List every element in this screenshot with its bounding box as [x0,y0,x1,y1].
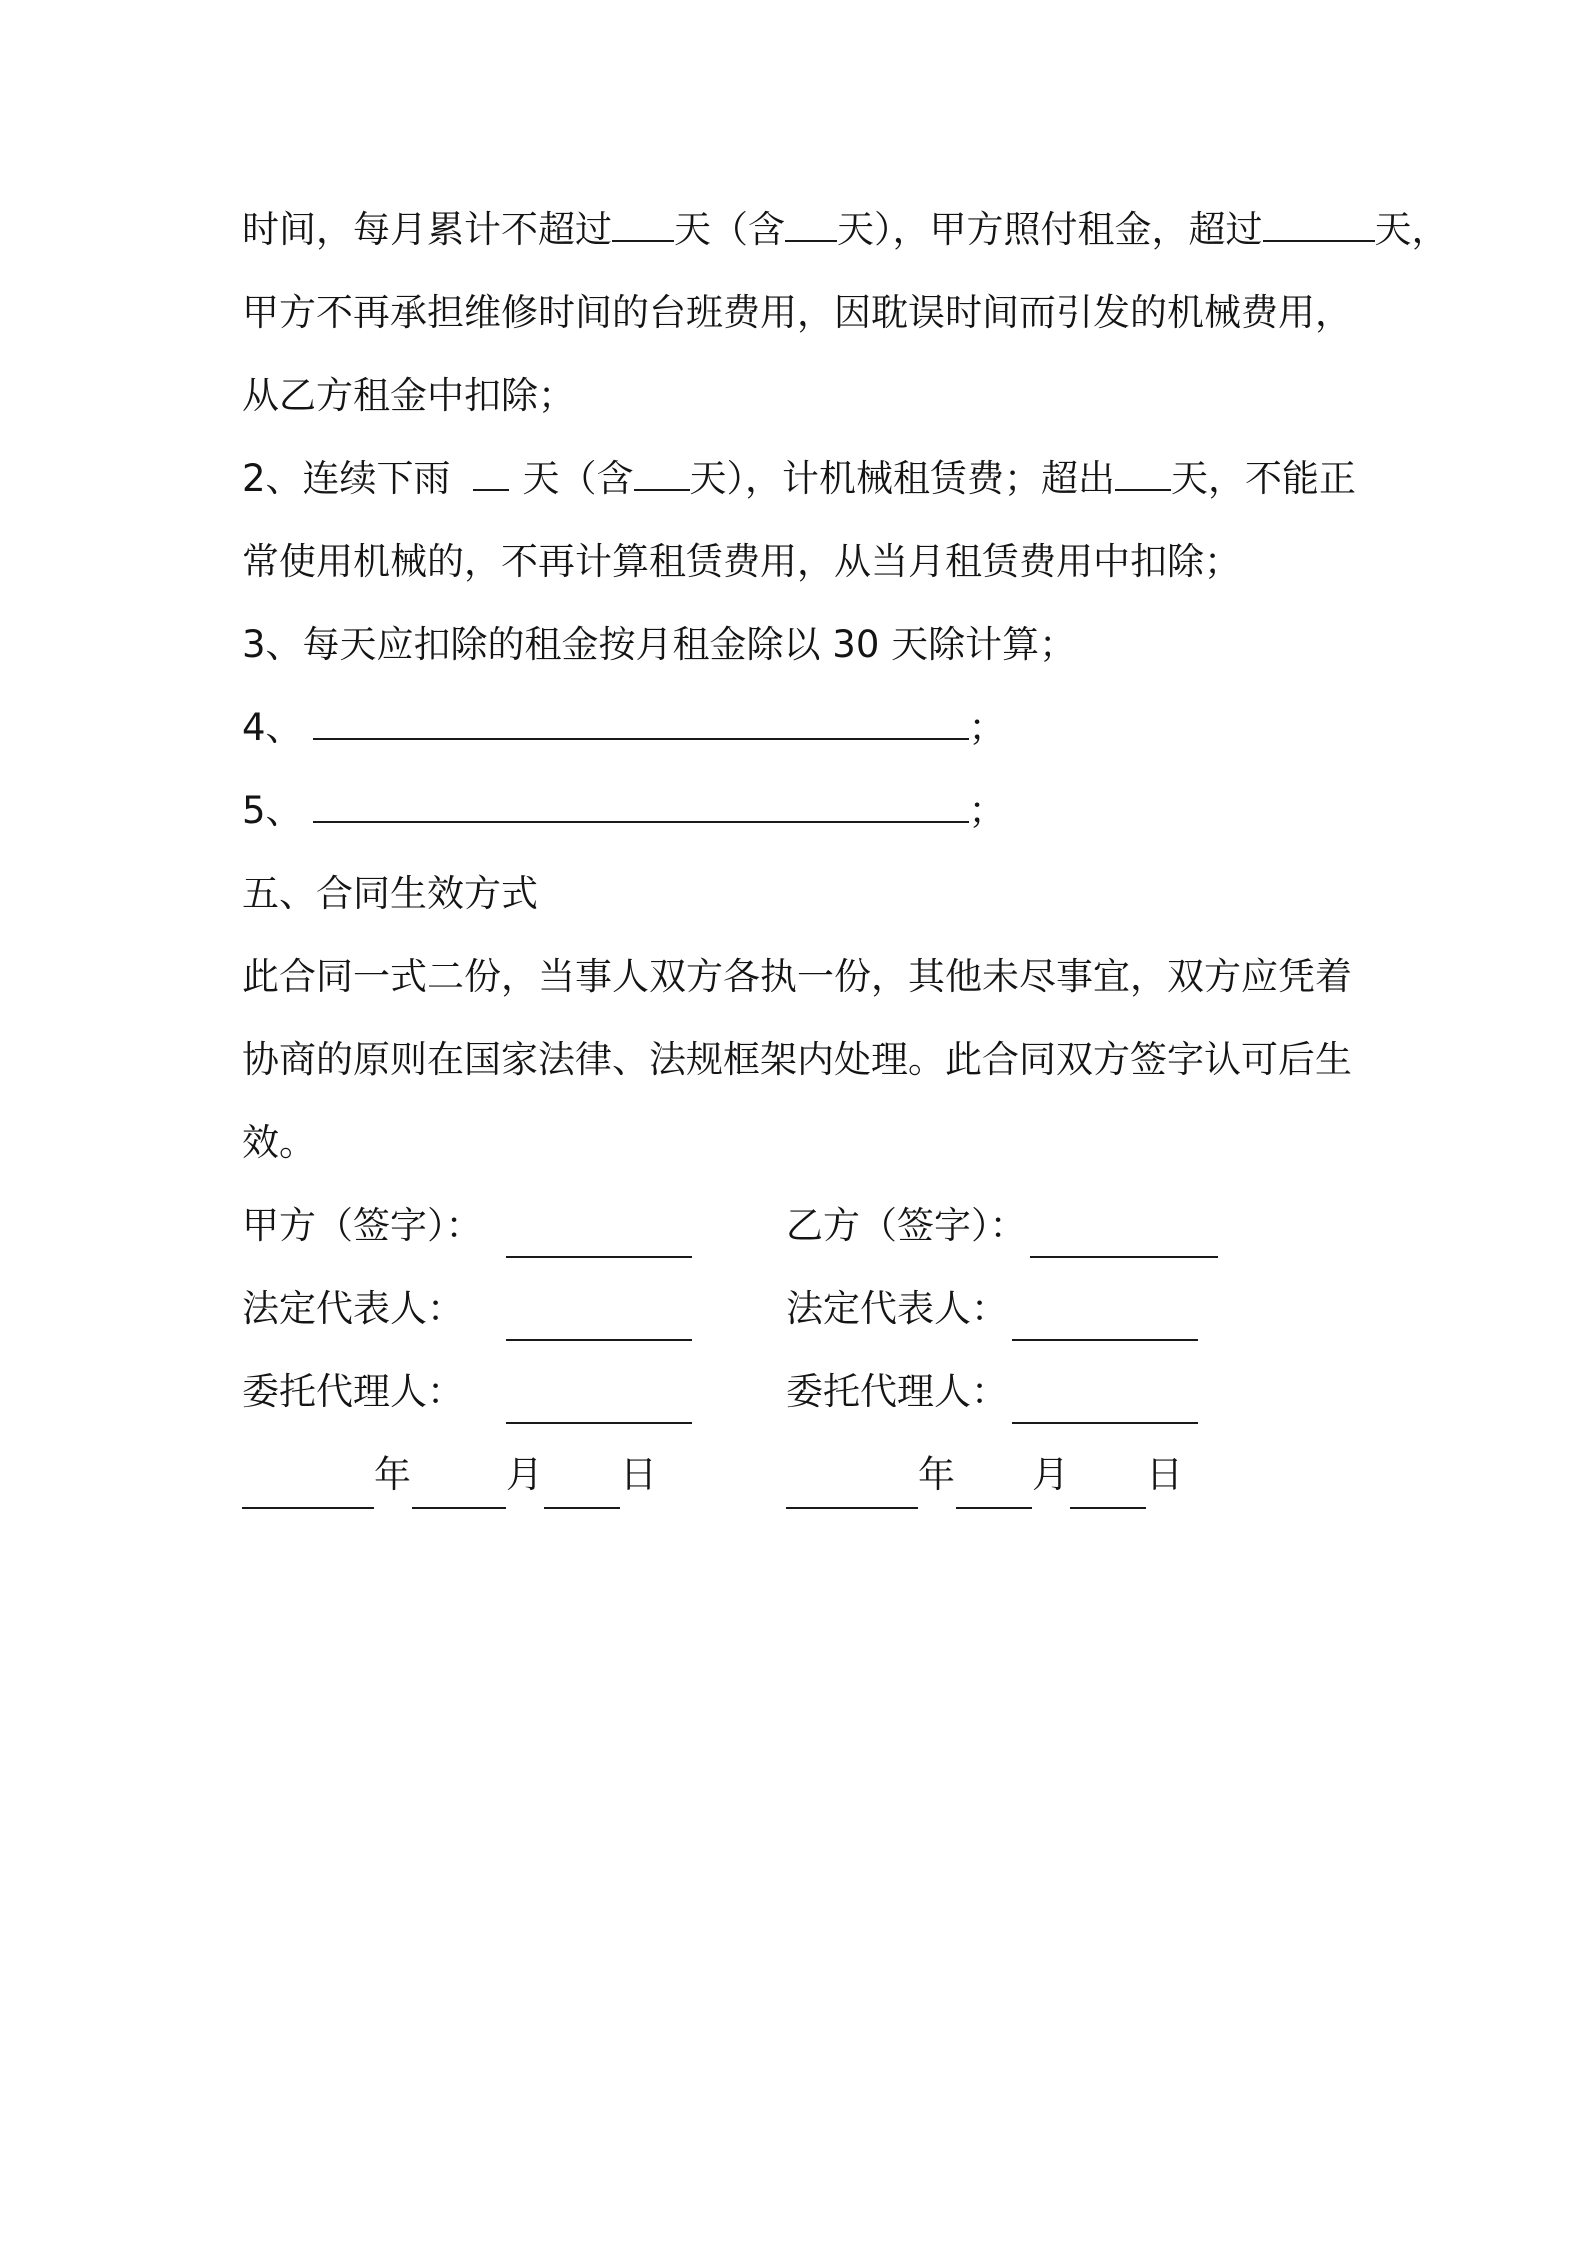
party-a-rep-label: 法定代表人： [242,1287,464,1330]
clause-text: 时间，每月累计不超过 [242,208,612,251]
blank-days-included [785,210,837,242]
party-b-agent-line [1012,1422,1198,1424]
party-b-sign-line [1030,1256,1218,1258]
party-b-date-year: 年 [918,1453,955,1496]
item-5 [242,789,1006,833]
party-b-rep-line [1012,1339,1198,1341]
item-text: 天），计机械租赁费；超出 [689,457,1116,500]
section-paragraph-line-2: 协商的原则在国家法律、法规框架内处理。此合同双方签字认可后生 [242,1038,1352,1081]
clause-line-1 [242,208,1449,252]
party-b-sign-label: 乙方（签字）： [786,1204,1027,1247]
party-a-agent-line [506,1422,692,1424]
item-text: 天（含 [522,457,634,500]
section-heading: 五、合同生效方式 [242,872,538,915]
item-number: 5、 [242,789,303,832]
item-3: 3、每天应扣除的租金按月租金除以 30 天除计算； [242,623,1077,666]
item-number: 4、 [242,706,303,749]
section-paragraph-line-3: 效。 [242,1121,316,1164]
clause-line-2: 甲方不再承担维修时间的台班费用，因耽误时间而引发的机械费用， [242,291,1352,334]
party-a-agent-label: 委托代理人： [242,1370,464,1413]
party-a-date-day-line [544,1507,620,1509]
blank-rain-days [473,459,509,491]
item-end: ； [968,789,1006,832]
party-a-rep-line [506,1339,692,1341]
party-a-date-month: 月 [506,1453,543,1496]
party-b-date-day-line [1070,1507,1146,1509]
party-b-date-year-line [786,1507,918,1509]
clause-text: 天， [1374,208,1449,251]
blank-rain-days-included [634,459,690,491]
section-paragraph-line-1: 此合同一式二份，当事人双方各执一份，其他未尽事宜，双方应凭着 [242,955,1352,998]
party-b-date-day: 日 [1146,1453,1183,1496]
item-4 [242,706,1006,750]
item-end: ； [968,706,1006,749]
item-text: 2、连续下雨 [242,457,451,500]
item-2-line-1 [242,457,1356,501]
blank-item-4 [313,708,969,740]
party-b-date-month: 月 [1032,1453,1069,1496]
party-a-date-day: 日 [620,1453,657,1496]
item-text: 天，不能正 [1171,457,1357,500]
blank-rain-days-exceed [1115,459,1171,491]
party-a-sign-line [506,1256,692,1258]
party-a-sign-label: 甲方（签字）： [242,1204,483,1247]
party-b-rep-label: 法定代表人： [786,1287,1008,1330]
party-b-date-month-line [956,1507,1032,1509]
blank-item-5 [313,791,969,823]
clause-line-3: 从乙方租金中扣除； [242,374,575,417]
blank-days-exceed [1263,210,1375,242]
party-a-date-year: 年 [374,1453,411,1496]
clause-text: 天（含 [674,208,785,251]
party-a-date-year-line [242,1507,374,1509]
item-2-line-2: 常使用机械的，不再计算租赁费用，从当月租赁费用中扣除； [242,540,1241,583]
party-a-date-month-line [412,1507,506,1509]
blank-days-max [612,210,674,242]
party-b-agent-label: 委托代理人： [786,1370,1008,1413]
clause-text: 天），甲方照付租金，超过 [837,208,1263,251]
